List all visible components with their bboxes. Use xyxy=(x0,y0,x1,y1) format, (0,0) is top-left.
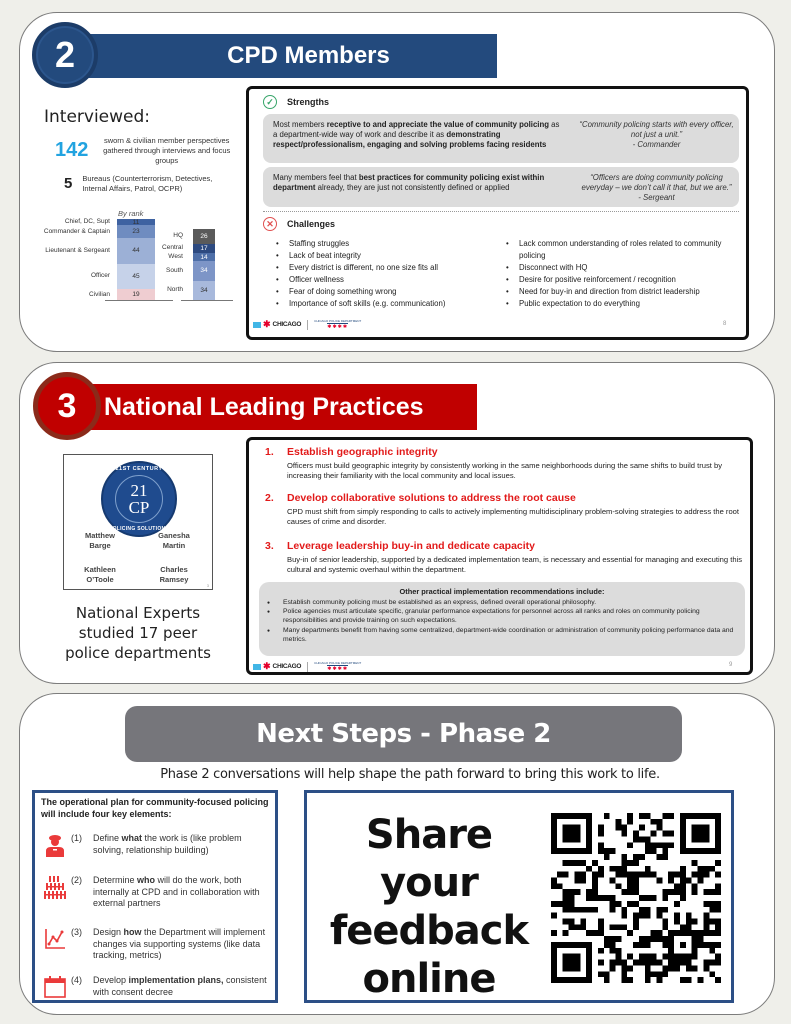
text: Develop xyxy=(93,975,129,985)
operational-plan-box xyxy=(32,790,278,1003)
text: will do the work, both internally at CPD and in collaboration with external partners xyxy=(93,875,260,909)
plan-number: (4) xyxy=(71,975,82,985)
expert-name xyxy=(70,565,130,585)
stat-bureaus xyxy=(64,174,234,194)
list-item: • Public expectation to do everything xyxy=(503,298,728,310)
challenges-title: Challenges xyxy=(287,219,336,229)
list-item: • Officer wellness xyxy=(273,274,493,286)
bar-segment: 44 xyxy=(117,238,155,263)
logo-top-text: 21ST CENTURY xyxy=(115,466,163,472)
star-icon: ✱ xyxy=(263,319,271,329)
text: the Department will implement changes via supporting systems (like data tracking, metrics) xyxy=(93,927,266,961)
bar-label: HQ xyxy=(173,232,183,240)
quote-text: “Community policing starts with every officer, not just a unit.” xyxy=(579,120,734,140)
plan-number: (3) xyxy=(71,927,82,937)
practice-number: 1. xyxy=(265,446,274,458)
dept-name: CHICAGO POLICE DEPARTMENT xyxy=(314,319,362,323)
stars-icon: ✱✱✱✱ xyxy=(327,666,349,672)
bar-segment: 19 xyxy=(117,289,155,300)
line-chart-icon xyxy=(43,927,67,951)
stat-text: sworn & civilian member perspectives gathered through interviews and focus groups xyxy=(103,136,231,165)
expert-name xyxy=(144,565,204,585)
bar-segment: 14 xyxy=(193,253,215,261)
challenges-list-right xyxy=(503,238,728,310)
plan-text xyxy=(93,833,268,857)
quote-attribution: - Commander xyxy=(632,140,681,150)
list-item: • Every district is different, no one size fits all xyxy=(273,262,493,274)
first-name: Matthew xyxy=(85,531,115,540)
card-page-number: 3 xyxy=(206,583,209,588)
strength-box xyxy=(263,167,739,207)
flag-stripe-icon xyxy=(253,322,261,328)
chart-axis xyxy=(181,300,233,301)
last-name: Ramsey xyxy=(159,575,189,585)
share-line: Share your xyxy=(365,812,493,906)
share-line: feedback xyxy=(329,908,529,954)
expert-name xyxy=(144,531,204,551)
list-item: ● Police agencies must articulate specific, granular performance expectations for personnel across all ranks and roles on community policing responsibilities and provide training on such expectations. xyxy=(267,607,737,625)
chicago-logo xyxy=(253,661,361,672)
experts-card xyxy=(63,454,213,590)
bar-label: Commander & Captain xyxy=(43,227,110,235)
list-item: • Lack of beat integrity xyxy=(273,250,493,262)
practice-item xyxy=(265,446,745,482)
last-name: Barge xyxy=(89,541,111,551)
section-title-bar xyxy=(62,384,477,430)
practice-number: 2. xyxy=(265,492,274,504)
text: already, they are just not consistently defined or applied xyxy=(315,183,510,193)
bold-text: implementation plans, xyxy=(128,975,224,985)
star-icon: ✱ xyxy=(263,661,271,671)
section-title-bar xyxy=(60,34,497,78)
practice-body: Buy-in of senior leadership, supported by a dedicated implementation team, is necessary and essential for managing and executing this cultural and systemic overhaul within the department. xyxy=(287,555,743,575)
bar-label: South xyxy=(166,266,183,274)
bar-segment: 34 xyxy=(193,261,215,280)
practice-body: CPD must shift from simply responding to calls to actively implementing multidisciplinary problem-solving strategies to address the root causes of crime and disorder. xyxy=(287,507,740,527)
text: the work is (like problem solving, relationship building) xyxy=(93,833,242,855)
bold-text: receptive to and appreciate the value of community policing xyxy=(326,120,549,129)
bar-segment: 34 xyxy=(193,281,215,300)
bold-text: what xyxy=(121,833,143,843)
practice-item xyxy=(265,492,745,528)
first-name: Charles xyxy=(160,565,188,574)
strength-quote xyxy=(574,114,739,163)
challenges-heading xyxy=(263,217,335,231)
next-steps-title: Next Steps - Phase 2 xyxy=(256,719,551,749)
city-name: CHICAGO xyxy=(272,663,302,670)
strength-quote xyxy=(574,167,739,207)
page-number: 8 xyxy=(723,321,727,327)
strengths-heading xyxy=(263,95,329,109)
list-item: • Lack common understanding of roles related to community policing xyxy=(503,238,728,262)
21cp-logo xyxy=(101,461,177,537)
bold-text: who xyxy=(137,875,156,885)
bar-label: Civilian xyxy=(89,290,110,298)
text: Most members xyxy=(273,120,327,129)
logo-ring xyxy=(115,475,163,523)
plan-text xyxy=(93,975,268,999)
plan-text xyxy=(93,875,268,910)
list-item: ● Establish community policing must be established as an express, defined overall operational philosophy. xyxy=(267,598,737,607)
quote-attribution: - Sergeant xyxy=(638,193,675,203)
practices-slide xyxy=(246,437,753,675)
chicago-logo xyxy=(253,319,361,330)
strength-text xyxy=(263,167,574,207)
bar-label: Lieutenant & Sergeant xyxy=(45,246,110,254)
section-number-badge: 2 xyxy=(32,22,98,88)
cpd-logo xyxy=(314,661,361,672)
page-number: 9 xyxy=(729,662,733,668)
logo-divider xyxy=(307,320,308,330)
bar-label: West xyxy=(168,253,183,261)
share-feedback-text xyxy=(319,811,539,1003)
share-line: online xyxy=(362,956,496,1002)
bar-segment: 11 xyxy=(117,219,155,225)
plan-item xyxy=(43,875,268,910)
strength-box xyxy=(263,114,739,163)
text: consistent with consent decree xyxy=(93,975,267,997)
list-item: ● Many departments benefit from having some centralized, department-wide coordination or administration of community policing performance data and metrics. xyxy=(267,626,737,644)
stat-value: 142 xyxy=(55,139,89,162)
strengths-title: Strengths xyxy=(287,97,330,107)
bar-segment: 45 xyxy=(117,264,155,290)
practice-title: Leverage leadership buy-in and dedicate capacity xyxy=(287,540,536,552)
practice-title: Establish geographic integrity xyxy=(287,446,438,458)
stat-perspectives xyxy=(55,136,235,165)
quote-text: “Officers are doing community policing everyday – we don’t call it that, but we are.” xyxy=(581,173,732,193)
text: Determine xyxy=(93,875,138,885)
plan-item xyxy=(43,833,268,857)
strength-text xyxy=(263,114,574,163)
qr-code-icon[interactable] xyxy=(551,813,721,983)
interviewed-label: Interviewed: xyxy=(44,107,151,127)
plan-number: (1) xyxy=(71,833,82,843)
section-title: National Leading Practices xyxy=(104,392,424,421)
other-list xyxy=(267,598,737,644)
feedback-qr-box xyxy=(304,790,734,1003)
plan-heading: The operational plan for community-focused policing will include four key elements: xyxy=(41,797,269,819)
practice-item xyxy=(265,540,745,576)
plan-number: (2) xyxy=(71,875,82,885)
last-name: O’Toole xyxy=(86,575,114,585)
divider xyxy=(263,211,739,212)
stat-text: Bureaus (Counterterrorism, Detectives, Internal Affairs, Patrol, OCPR) xyxy=(82,174,213,193)
text: Many members feel that xyxy=(273,173,359,182)
plan-text xyxy=(93,927,268,962)
list-item: • Staffing struggles xyxy=(273,238,493,250)
check-circle-icon: ✓ xyxy=(263,95,277,109)
list-item: • Desire for positive reinforcement / recognition xyxy=(503,274,728,286)
officer-icon xyxy=(43,833,67,857)
next-steps-title-bar xyxy=(125,706,682,762)
dept-name: CHICAGO POLICE DEPARTMENT xyxy=(314,661,362,665)
bar-segment: 26 xyxy=(193,229,215,244)
bar-segment: 17 xyxy=(193,244,215,254)
calendar-icon xyxy=(43,975,67,999)
stat-value: 5 xyxy=(64,175,73,193)
logo-21: 21 xyxy=(130,481,148,500)
section-number-badge: 3 xyxy=(33,372,101,440)
text: as a department-wide way of work and describe it as xyxy=(273,120,560,140)
section-title: CPD Members xyxy=(227,42,390,69)
logo-cp: CP xyxy=(128,498,150,517)
other-title: Other practical implementation recommendations include: xyxy=(399,587,605,596)
challenges-list-left xyxy=(273,238,493,310)
logo-bottom-text: POLICING SOLUTIONS xyxy=(108,526,170,532)
list-item: • Disconnect with HQ xyxy=(503,262,728,274)
bar-segment: 23 xyxy=(117,225,155,238)
list-item: • Fear of doing something wrong xyxy=(273,286,493,298)
first-name: Kathleen xyxy=(84,565,116,574)
last-name: Martin xyxy=(162,541,186,551)
plan-item xyxy=(43,927,268,962)
flag-stripe-icon xyxy=(253,664,261,670)
bar-label: Officer xyxy=(90,272,110,280)
chart-caption: By rank xyxy=(118,209,144,218)
text: Design xyxy=(93,927,124,937)
cpd-logo xyxy=(314,319,361,330)
people-group-icon xyxy=(43,875,67,899)
bar-label: North xyxy=(167,286,183,294)
bold-text: demonstrating respect/professionalism, engaging and solving problems facing residents xyxy=(273,130,547,150)
bar-label: Chief, DC, Supt xyxy=(64,218,110,226)
x-circle-icon: ✕ xyxy=(263,217,277,231)
text: Define xyxy=(93,833,122,843)
experts-caption: National Experts studied 17 peer police departments xyxy=(65,604,211,662)
first-name: Ganesha xyxy=(158,531,190,540)
strengths-challenges-slide xyxy=(246,86,749,340)
bold-text: how xyxy=(123,927,142,937)
practice-title: Develop collaborative solutions to address the root cause xyxy=(287,492,576,504)
stars-icon: ✱✱✱✱ xyxy=(327,324,349,330)
plan-item xyxy=(43,975,268,999)
next-steps-subtitle: Phase 2 conversations will help shape the path forward to bring this work to life. xyxy=(160,767,660,782)
logo-divider xyxy=(307,662,308,672)
list-item: • Importance of soft skills (e.g. communication) xyxy=(273,298,493,310)
bold-text: best practices for community policing exist within department xyxy=(273,173,545,193)
expert-name xyxy=(70,531,130,551)
chart-axis xyxy=(105,300,173,301)
bar-label: Central xyxy=(162,244,183,252)
practice-body: Officers must build geographic integrity by consistently working in the same neighborhoods during the same shifts to build trust by increasing their familiarity with the local community and local issues. xyxy=(287,461,723,481)
practice-number: 3. xyxy=(265,540,274,552)
list-item: • Need for buy-in and direction from district leadership xyxy=(503,286,728,298)
other-recommendations-box xyxy=(259,582,745,656)
city-name: CHICAGO xyxy=(272,321,302,328)
